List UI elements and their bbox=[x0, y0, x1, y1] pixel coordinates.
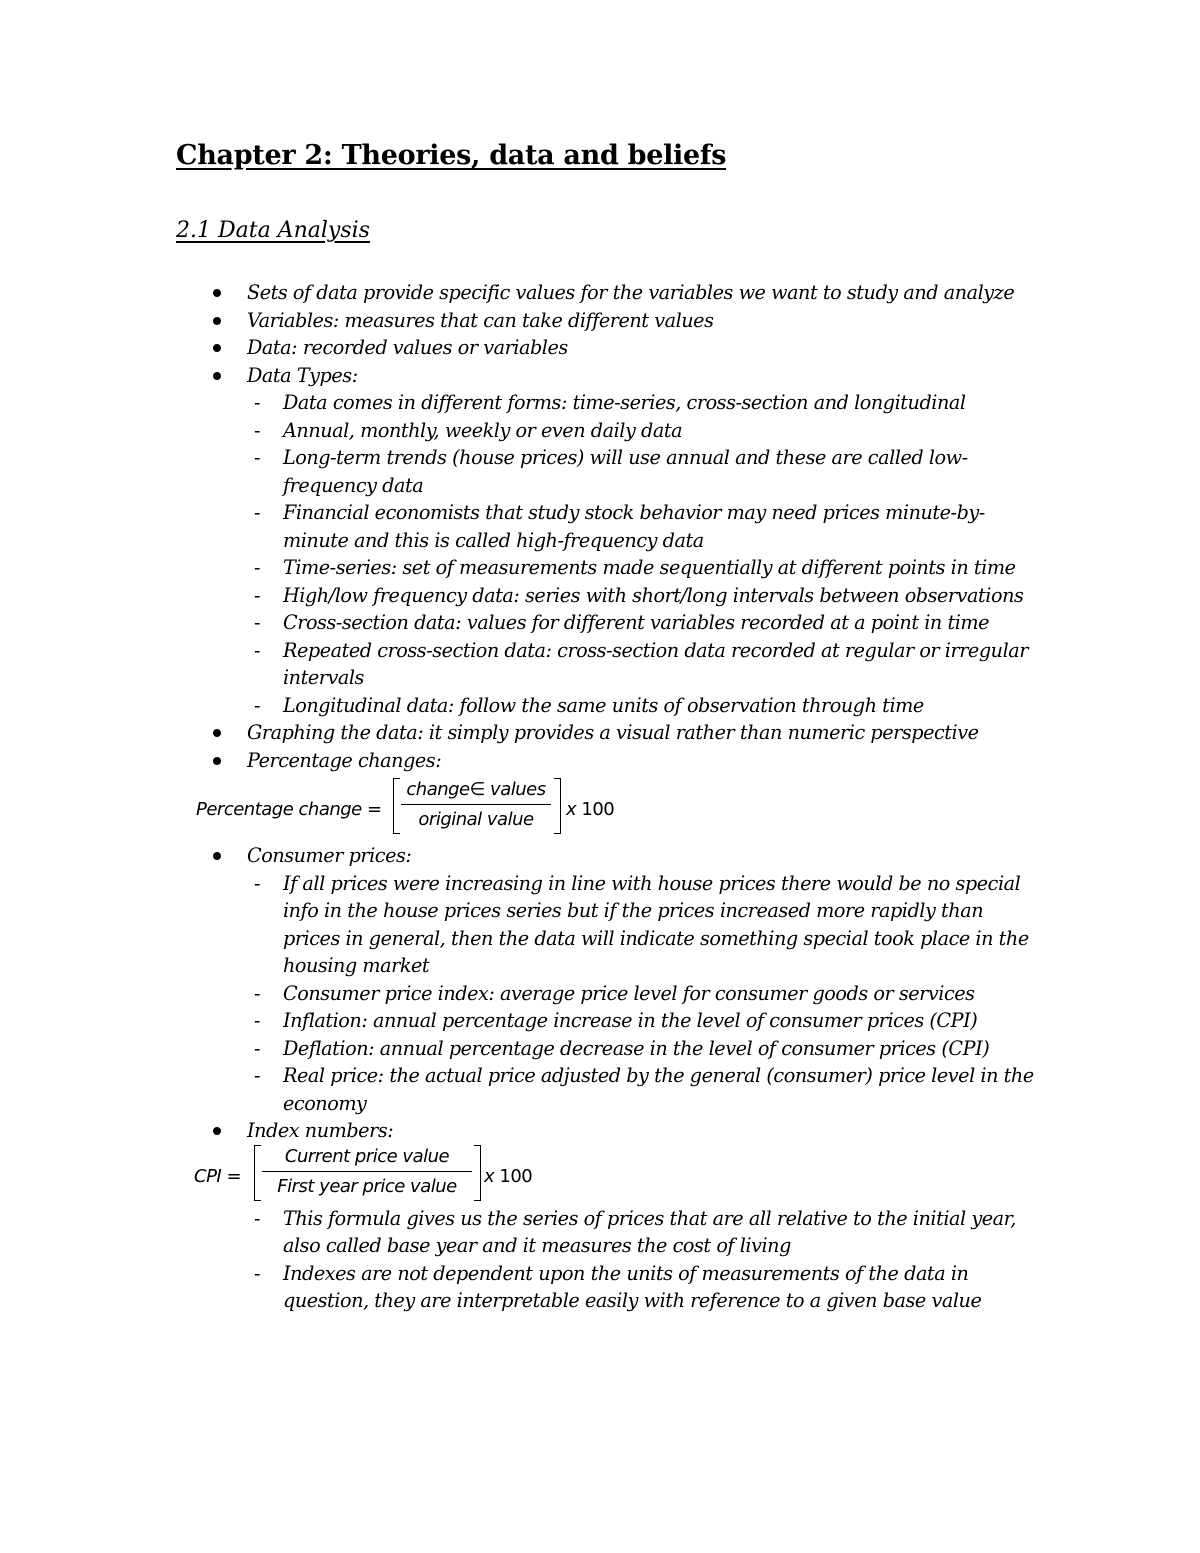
dash-item: - Data comes in different forms: time-series, cross-section and longitudinal bbox=[0, 389, 1043, 417]
dash-item: - Cross-section data: values for different variables recorded at a point in time bbox=[0, 609, 1043, 637]
formula-numerator: Current price value bbox=[284, 1145, 450, 1167]
dash-item: - Indexes are not dependent upon the units of measurements of the data in question, they are interpretable easily with reference to a given base value bbox=[0, 1260, 1043, 1315]
bullet-item: Variables: measures that can take different values bbox=[0, 307, 1037, 335]
dash-item: - This formula gives us the series of prices that are all relative to the initial year, also called base year and it measures the cost of living bbox=[0, 1205, 1043, 1260]
dash-item: - High/low frequency data: series with short/long intervals between observations bbox=[0, 582, 1043, 610]
dash-item: - Consumer price index: average price level for consumer goods or services bbox=[0, 980, 1043, 1008]
multiplier-value: 100 bbox=[581, 799, 615, 820]
bullet-item: Percentage changes: bbox=[0, 747, 1037, 775]
dash-item: - Time-series: set of measurements made sequentially at different points in time bbox=[0, 554, 1043, 582]
fraction-bar bbox=[401, 804, 551, 805]
bullet-item: Consumer prices: bbox=[0, 842, 1037, 870]
dash-item: - Long-term trends (house prices) will use annual and these are called low-frequency data bbox=[0, 444, 1043, 499]
bullet-item: Index numbers: bbox=[0, 1117, 1037, 1145]
formula-lhs: Percentage change = bbox=[196, 799, 382, 820]
bullet-item: Data: recorded values or variables bbox=[0, 334, 1037, 362]
dash-item: - Real price: the actual price adjusted by the general (consumer) price level in the economy bbox=[0, 1062, 1043, 1117]
right-bracket bbox=[554, 778, 561, 834]
dash-item: - Longitudinal data: follow the same units of observation through time bbox=[0, 692, 1043, 720]
dash-item: - Financial economists that study stock behavior may need prices minute-by-minute and this is called high-frequency data bbox=[0, 499, 1043, 554]
dash-item: - If all prices were increasing in line with house prices there would be no special info in the house prices series but if the prices increased more rapidly than prices in general, then the data will indicate something special took place in the housing market bbox=[0, 870, 1043, 980]
formula-denominator: First year price value bbox=[277, 1175, 457, 1197]
times-sign: x bbox=[566, 799, 577, 820]
dash-item: - Annual, monthly, weekly or even daily data bbox=[0, 417, 1043, 445]
section-heading: 2.1 Data Analysis bbox=[176, 218, 370, 243]
dash-item: - Inflation: annual percentage increase in the level of consumer prices (CPI) bbox=[0, 1007, 1043, 1035]
cpi-formula bbox=[0, 1145, 1200, 1205]
bullet-item: Graphing the data: it simply provides a visual rather than numeric perspective bbox=[0, 719, 1037, 747]
formula-denominator: original value bbox=[418, 809, 534, 830]
multiplier-value: 100 bbox=[499, 1165, 533, 1187]
dash-item: - Deflation: annual percentage decrease in the level of consumer prices (CPI) bbox=[0, 1035, 1043, 1063]
notes-body bbox=[0, 279, 1200, 1315]
right-bracket bbox=[474, 1145, 481, 1201]
formula-numerator: change∈ values bbox=[406, 779, 546, 800]
formula-multiplier bbox=[484, 1163, 532, 1191]
times-sign: x bbox=[484, 1165, 495, 1187]
bullet-item: Sets of data provide specific values for the variables we want to study and analyze bbox=[0, 279, 1037, 307]
bullet-item: Data Types: bbox=[0, 362, 1037, 390]
chapter-title: Chapter 2: Theories, data and beliefs bbox=[176, 140, 727, 171]
formula-multiplier bbox=[566, 796, 614, 824]
dash-item: - Repeated cross-section data: cross-section data recorded at regular or irregular intervals bbox=[0, 637, 1043, 692]
formula-lhs: CPI = bbox=[194, 1165, 242, 1187]
fraction-bar bbox=[262, 1171, 472, 1172]
percentage-change-formula bbox=[0, 774, 1200, 842]
